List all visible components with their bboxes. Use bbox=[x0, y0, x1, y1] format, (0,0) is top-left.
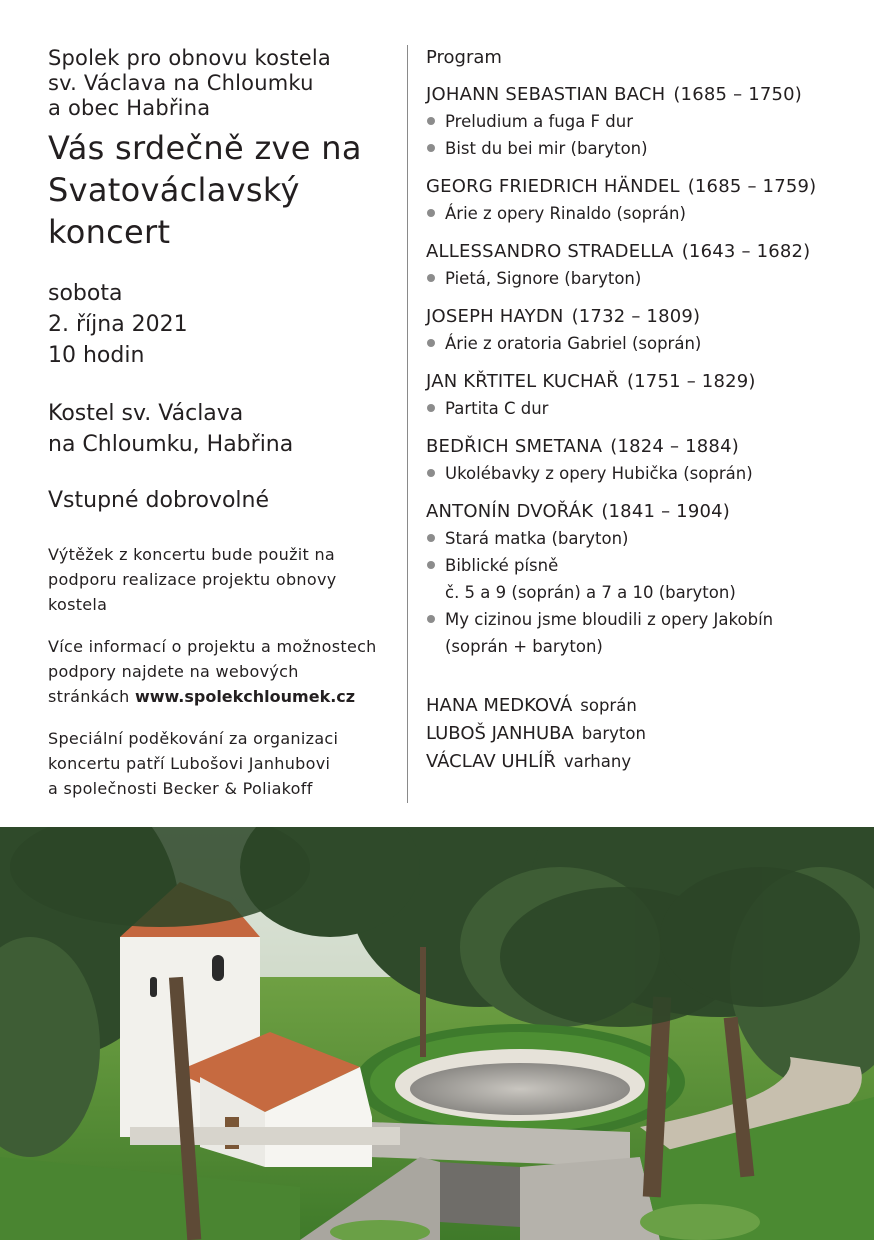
program-work bbox=[426, 525, 856, 552]
program-work bbox=[426, 460, 856, 487]
event-date: 2. října 2021 bbox=[48, 312, 188, 337]
performer-role: varhany bbox=[563, 752, 632, 771]
venue-line: na Chloumku, Habřina bbox=[48, 432, 294, 457]
performer-name: VÁCLAV UHLÍŘ bbox=[426, 751, 556, 772]
proceeds-line: kostela bbox=[48, 595, 108, 614]
headline-line: Vás srdečně zve na bbox=[48, 129, 362, 167]
composer-block bbox=[426, 239, 856, 292]
more-info-prefix: stránkách bbox=[48, 687, 130, 706]
bullet-dot-icon bbox=[427, 144, 435, 152]
organizer-line: sv. Václava na Chloumku bbox=[48, 71, 314, 95]
headline bbox=[48, 127, 393, 253]
proceeds-line: Výtěžek z koncertu bude použit na bbox=[48, 545, 336, 564]
bullet-dot-icon bbox=[427, 117, 435, 125]
bullet-dot-icon bbox=[427, 561, 435, 569]
headline-line: Svatováclavský bbox=[48, 171, 300, 209]
website-link[interactable]: www.spolekchloumek.cz bbox=[134, 687, 356, 706]
composer-block bbox=[426, 499, 856, 660]
work-title: (soprán + baryton) bbox=[445, 637, 603, 656]
program-work bbox=[426, 330, 856, 357]
event-datetime bbox=[48, 278, 393, 371]
composer-heading bbox=[426, 499, 856, 525]
work-title: My cizinou jsme bloudili z opery Jakobín bbox=[445, 610, 774, 629]
composer-block bbox=[426, 304, 856, 357]
program-work bbox=[426, 606, 856, 660]
composer-name: JAN KŘTITEL KUCHAŘ bbox=[426, 371, 619, 392]
organizer bbox=[48, 46, 393, 121]
thanks-line: koncertu patří Lubošovi Janhubovi bbox=[48, 754, 331, 773]
performer-name: LUBOŠ JANHUBA bbox=[426, 723, 574, 744]
work-title: Biblické písně bbox=[445, 556, 559, 575]
more-info-line bbox=[48, 684, 393, 709]
thanks-line: a společnosti Becker & Poliakoff bbox=[48, 779, 313, 798]
thanks-line: Speciální poděkování za organizaci bbox=[48, 729, 339, 748]
entry-fee: Vstupné dobrovolné bbox=[48, 488, 269, 513]
composer-heading bbox=[426, 304, 856, 330]
performer-role: baryton bbox=[581, 724, 646, 743]
composer-heading bbox=[426, 369, 856, 395]
work-title: Árie z opery Rinaldo (soprán) bbox=[445, 204, 686, 223]
bullet-dot-icon bbox=[427, 274, 435, 282]
program-work bbox=[426, 135, 856, 162]
composer-years: (1643 – 1682) bbox=[681, 241, 811, 262]
composer-block bbox=[426, 434, 856, 487]
composer-name: JOHANN SEBASTIAN BACH bbox=[426, 84, 666, 105]
composer-name: JOSEPH HAYDN bbox=[426, 306, 564, 327]
composer-years: (1841 – 1904) bbox=[601, 501, 731, 522]
work-title: Pietá, Signore (baryton) bbox=[445, 269, 642, 288]
composer-years: (1751 – 1829) bbox=[626, 371, 756, 392]
composer-name: BEDŘICH SMETANA bbox=[426, 436, 603, 457]
headline-line: koncert bbox=[48, 213, 171, 251]
performer-role: soprán bbox=[580, 696, 637, 715]
program-work bbox=[426, 108, 856, 135]
performer bbox=[426, 720, 856, 748]
work-title: Partita C dur bbox=[445, 399, 549, 418]
performer bbox=[426, 748, 856, 776]
performer-list bbox=[426, 692, 856, 776]
program-work bbox=[426, 200, 856, 227]
work-title: Árie z oratoria Gabriel (soprán) bbox=[445, 334, 702, 353]
more-info-line: Více informací o projektu a možnostech bbox=[48, 637, 377, 656]
event-venue bbox=[48, 398, 393, 460]
column-divider bbox=[407, 45, 408, 803]
program-work bbox=[426, 552, 856, 606]
bullet-dot-icon bbox=[427, 209, 435, 217]
event-time: 10 hodin bbox=[48, 343, 145, 368]
work-title: Ukolébavky z opery Hubička (soprán) bbox=[445, 464, 753, 483]
bullet-dot-icon bbox=[427, 339, 435, 347]
more-info-note bbox=[48, 634, 393, 709]
program-column bbox=[426, 45, 856, 776]
work-title: Stará matka (baryton) bbox=[445, 529, 629, 548]
composer-heading bbox=[426, 174, 856, 200]
organizer-line: Spolek pro obnovu kostela bbox=[48, 46, 331, 70]
program-title: Program bbox=[426, 47, 502, 68]
church-garden-illustration bbox=[0, 827, 874, 1240]
composer-years: (1685 – 1750) bbox=[673, 84, 803, 105]
composer-name: GEORG FRIEDRICH HÄNDEL bbox=[426, 176, 680, 197]
bullet-dot-icon bbox=[427, 534, 435, 542]
bullet-dot-icon bbox=[427, 469, 435, 477]
program-work bbox=[426, 265, 856, 292]
event-info-column bbox=[48, 46, 393, 801]
composer-heading bbox=[426, 434, 856, 460]
composer-block bbox=[426, 369, 856, 422]
bullet-dot-icon bbox=[427, 615, 435, 623]
composer-name: ALLESSANDRO STRADELLA bbox=[426, 241, 674, 262]
composer-years: (1685 – 1759) bbox=[687, 176, 817, 197]
bullet-dot-icon bbox=[427, 404, 435, 412]
venue-line: Kostel sv. Václava bbox=[48, 401, 244, 426]
composer-heading bbox=[426, 239, 856, 265]
composer-name: ANTONÍN DVOŘÁK bbox=[426, 501, 594, 522]
composer-block bbox=[426, 82, 856, 162]
work-title: č. 5 a 9 (soprán) a 7 a 10 (baryton) bbox=[445, 583, 736, 602]
performer bbox=[426, 692, 856, 720]
illustration-svg bbox=[0, 827, 874, 1240]
work-title: Bist du bei mir (baryton) bbox=[445, 139, 648, 158]
proceeds-line: podporu realizace projektu obnovy bbox=[48, 570, 337, 589]
proceeds-note bbox=[48, 542, 393, 617]
performer-name: HANA MEDKOVÁ bbox=[426, 695, 573, 716]
work-title: Preludium a fuga F dur bbox=[445, 112, 634, 131]
more-info-line: podpory najdete na webových bbox=[48, 662, 299, 681]
composer-block bbox=[426, 174, 856, 227]
composer-years: (1824 – 1884) bbox=[610, 436, 739, 457]
composer-years: (1732 – 1809) bbox=[571, 306, 701, 327]
program-work bbox=[426, 395, 856, 422]
composer-list bbox=[426, 82, 856, 660]
thanks-note bbox=[48, 726, 393, 801]
event-day: sobota bbox=[48, 281, 123, 306]
organizer-line: a obec Habřina bbox=[48, 96, 211, 120]
composer-heading bbox=[426, 82, 856, 108]
